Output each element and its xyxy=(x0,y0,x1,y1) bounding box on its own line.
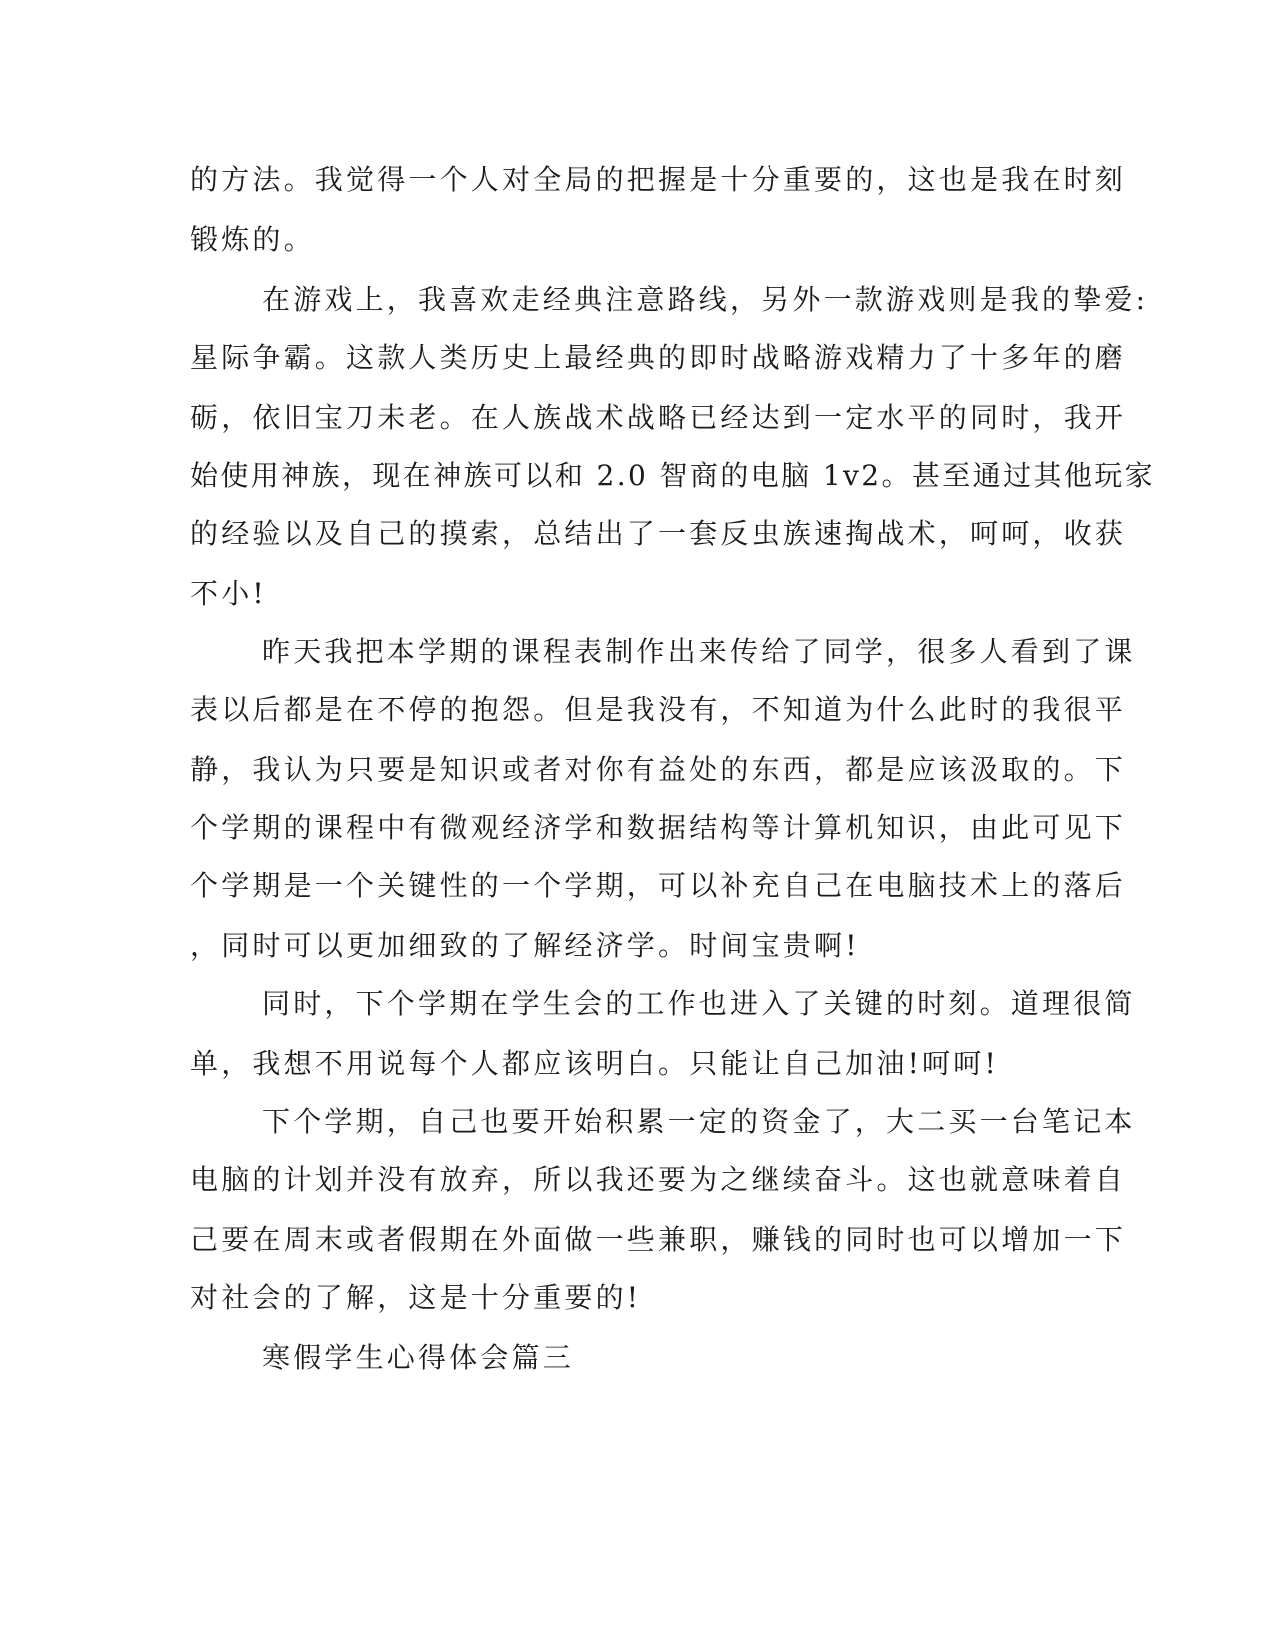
text-line: 电脑的计划并没有放弃，所以我还要为之继续奋斗。这也就意味着自 xyxy=(190,1163,1127,1196)
paragraph-start-line: 下个学期，自己也要开始积累一定的资金了，大二买一台笔记本 xyxy=(262,1105,1136,1138)
text-line: ，同时可以更加细致的了解经济学。时间宝贵啊! xyxy=(190,929,860,962)
text-line: 星际争霸。这款人类历史上最经典的即时战略游戏精力了十多年的磨 xyxy=(190,341,1127,374)
text-line: 对社会的了解，这是十分重要的! xyxy=(190,1281,642,1314)
text-line: 个学期的课程中有微观经济学和数据结构等计算机知识，由此可见下 xyxy=(190,811,1127,844)
text-line: 己要在周末或者假期在外面做一些兼职，赚钱的同时也可以增加一下 xyxy=(190,1223,1127,1256)
text-line: 单，我想不用说每个人都应该明白。只能让自己加油!呵呵! xyxy=(190,1047,999,1080)
paragraph-start-line: 昨天我把本学期的课程表制作出来传给了同学，很多人看到了课 xyxy=(262,635,1136,668)
text-line: 个学期是一个关键性的一个学期，可以补充自己在电脑技术上的落后 xyxy=(190,869,1127,902)
text-line: 不小! xyxy=(190,577,267,610)
paragraph-start-line: 同时，下个学期在学生会的工作也进入了关键的时刻。道理很简 xyxy=(262,987,1136,1020)
paragraph-start-line: 在游戏上，我喜欢走经典注意路线，另外一款游戏则是我的挚爱: xyxy=(262,283,1149,316)
section-heading: 寒假学生心得体会篇三 xyxy=(262,1341,575,1374)
text-line: 的经验以及自己的摸索，总结出了一套反虫族速掏战术，呵呵，收获 xyxy=(190,517,1127,550)
text-line: 静，我认为只要是知识或者对你有益处的东西，都是应该汲取的。下 xyxy=(190,753,1127,786)
text-line: 砺，依旧宝刀未老。在人族战术战略已经达到一定水平的同时，我开 xyxy=(190,401,1127,434)
text-line: 锻炼的。 xyxy=(190,223,315,256)
text-line: 的方法。我觉得一个人对全局的把握是十分重要的，这也是我在时刻 xyxy=(190,163,1127,196)
text-line: 表以后都是在不停的抱怨。但是我没有，不知道为什么此时的我很平 xyxy=(190,693,1127,726)
text-line: 始使用神族，现在神族可以和 2.0 智商的电脑 1v2。甚至通过其他玩家 xyxy=(190,459,1156,492)
